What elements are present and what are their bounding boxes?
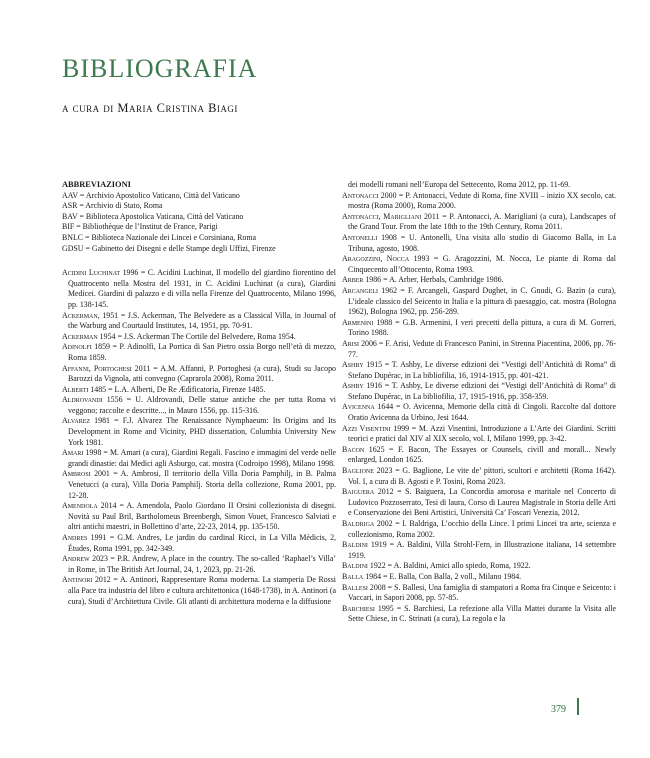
abbreviations-heading: ABBREVIAZIONI	[62, 180, 131, 189]
entry-key: Ackerman, 1951	[62, 310, 119, 320]
entry-key: Antonacci, Marigliani 2011	[342, 211, 440, 221]
bibliography-entry	[62, 385, 336, 396]
entry-text: = A. Arber, Herbals, Cambridge 1986.	[381, 275, 504, 285]
bibliography-entry	[342, 275, 616, 286]
entry-text: = U. Aldrovandi, Delle statue antiche che per tutta Roma vi veggono; raccolte e descritte..., in Mauro 1556, pp. 115-316.	[68, 395, 336, 415]
entry-key: Antonelli 1908	[342, 232, 397, 242]
entry-key: Ashby 1916	[342, 381, 383, 391]
entry-text: = S. Ballesi, Una famiglia di stampatori a Roma fra Cinque e Seicento: i Vaccari, in Sapori 2008, pp. 57-85.	[348, 582, 616, 603]
entry-text: = A. Antinori, Rappresentare Roma moderna. La stamperia De Rossi alla Pace tra industria del libro e cultura architettonica (1648-1738), in A. Antinori (a cura), Studi d’Architettura Civile. Gli atlanti di architettura moderna e la diffusione	[68, 575, 336, 606]
entry-text: = G. Aragozzini, M. Nocca, Le piante di Roma dal Cinquecento all’Ottocento, Roma 1993.	[348, 254, 616, 274]
entry-key: Andrew 2023	[62, 554, 108, 564]
left-column	[62, 180, 336, 607]
entry-key: Amari 1998	[62, 448, 102, 458]
entry-text: = S. Barchiesi, La refezione alla Villa Mattei durante la Visita alle Sette Chiese, in C. Strinati (a cura), La regola e la	[348, 603, 617, 624]
bibliography-entry	[342, 191, 616, 212]
entry-text: = F.J. Alvarez The Renaissance Nymphaeum: Its Origins and Its Development in Rome and Vicinity, PHD dissertation, Columbia University New York 1981.	[68, 416, 337, 447]
entry-text: = P.R. Andrew, A place in the country. The so-called ‘Raphael’s Villa’ in Rome, in The British Art Journal, 24, 1, 2023, pp. 21-26.	[68, 554, 336, 574]
entry-key: Armenini 1988	[342, 317, 393, 327]
entry-text: = G.B. Armenini, I veri precetti della pittura, a cura di M. Gorreri, Torino 1988.	[348, 317, 616, 338]
bibliography-entry	[62, 416, 336, 448]
entry-text: = C. Acidini Luchinat, Il modello del giardino fiorentino del Quattrocento nella Mostra del 1931, in C. Acidini Luchinat (a cura), Giardini Medicei. Giardini di palazzo e di villa nella Firenze del Quattrocento, Milano 1996, pp. 138-145.	[68, 268, 336, 309]
bibliography-entry	[342, 381, 616, 402]
section-gap	[62, 254, 336, 268]
bibliography-entry	[62, 501, 336, 533]
abbreviation-item: BIF = Bibliothèque de l’Institut de France, Parigi	[62, 222, 218, 232]
entry-key: Andres 1991	[62, 533, 107, 542]
entry-key: Adinolfi 1859	[62, 342, 110, 352]
entry-key: Balla 1984	[342, 571, 382, 581]
entry-text: = A. Ambrosi, Il territorio della Villa Doria Pamphilj, in B. Palma Venetucci (a cura), Villa Doria Pamphilj. Storia della collezione, Roma 2001, pp. 12-28.	[68, 469, 336, 500]
bibliography-entry	[62, 448, 336, 469]
entry-text: = O. Avicenna, Memorie della città di Cingoli. Raccolte dal dottore Oratio Avicenna da Urbino, Jesi 1644.	[348, 402, 616, 423]
bibliography-entry	[342, 318, 616, 339]
bibliography-entry	[342, 540, 616, 561]
bibliography-entry	[342, 519, 616, 540]
bibliography-entry	[342, 466, 616, 487]
bibliography-entry	[62, 268, 336, 310]
bibliography-entry	[342, 254, 616, 275]
bibliography-entry	[62, 575, 336, 607]
entry-key: Antonacci 2000	[342, 190, 397, 200]
entry-text: = G. Baglione, Le vite de’ pittori, scultori e architetti (Roma 1642). Vol. I, a cura di B. Agosti e P. Tosini, Roma 2023.	[348, 466, 616, 486]
entry-text: = L.A. Alberti, De Re Ædificatoria, Firenze 1485.	[106, 384, 266, 394]
bibliography-entry	[62, 364, 336, 385]
entry-text: = J.S. Ackerman The Cortile del Belvedere, Roma 1954.	[115, 331, 296, 341]
entry-key: Affanni, Portoghesi 2011	[62, 363, 151, 373]
entry-text: = A.M. Affanni, P. Portoghesi (a cura), Studi su Jacopo Barozzi da Vignola, atti convegno (Caprarola 2008), Roma 2011.	[68, 363, 336, 384]
entry-text: = T. Ashby, Le diverse edizioni dei “Vestigi dell’Antichità di Roma” di Stefano Dupérac, in La bibliofilia, 16, 1914-1915, pp. 401-421.	[348, 360, 616, 380]
page-number: 379	[551, 704, 566, 715]
entry-key: Acidini Luchinat 1996	[62, 268, 139, 278]
entry-text: = F. Arisi, Vedute di Francesco Panini, in Strenna Piacentina, 2006, pp. 76-77.	[348, 338, 616, 359]
entry-text: = P. Antonacci, Vedute di Roma, fine XVIII – inizio XX secolo, cat. mostra (Roma 2000), Roma 2000.	[348, 190, 616, 211]
entry-key: Antinori 2012	[62, 575, 111, 585]
entry-text: = F. Bacon, The Essayes or Counsels, civill and morall... Newly enlarged, London 1625.	[348, 444, 616, 465]
entry-key: Arisi 2006	[342, 338, 377, 348]
left-bibliography-list	[62, 268, 336, 607]
entry-key: Barchiesi 1995	[342, 603, 394, 613]
entry-text: = M. Amari (a cura), Giardini Regali. Fascino e immagini del verde nelle grandi dinastie: dai Medici agli Asburgo, cat. mostra (Codroipo 1998), Milano 1998.	[68, 448, 336, 468]
bibliography-entry	[342, 572, 616, 583]
page-title: BIBLIOGRAFIA	[62, 54, 258, 83]
bibliography-entry	[342, 180, 616, 191]
entry-text: = A. Baldini, Amici allo spiedo, Roma, 1922.	[385, 561, 531, 571]
bibliography-entry	[342, 561, 616, 572]
entry-text: = S. Baiguera, La Concordia amorosa e maritale nel Concerto di Ludovico Pozzoserrato, Tesi di laura, Corso di Laurea Magistrale in Storia delle Arti e Conservazione dei Beni Artistici, Università Ca’ Foscari Venezia, 2012.	[348, 487, 617, 518]
entry-text: = J.S. Ackerman, The Belvedere as a Classical Villa, in Journal of the Warburg and Courtauld Institutes, 14, 1951, pp. 70-91.	[68, 310, 336, 331]
entry-text: dei modelli romani nell’Europa del Settecento, Roma 2012, pp. 11-69.	[348, 180, 571, 189]
bibliography-entry	[62, 311, 336, 332]
bibliography-entry	[342, 445, 616, 466]
entry-key: Ballesi 2008	[342, 582, 386, 592]
entry-key: Amendola 2014	[62, 501, 117, 511]
page-number-rule	[577, 698, 579, 715]
entry-text: = P. Adinolfi, La Portica di San Pietro ossia Borgo nell’età di mezzo, Roma 1859.	[68, 342, 336, 362]
bibliography-entry	[62, 395, 336, 416]
bibliography-entry	[342, 360, 616, 381]
entry-text: = G.M. Andres, Le jardin du cardinal Ricci, in La Villa Médicis, 2, Études, Roma 1991, pp. 342-349.	[68, 533, 337, 553]
right-column	[342, 180, 616, 625]
bibliography-entry	[342, 583, 616, 604]
entry-key: Aragozzini, Nocca 1993	[342, 254, 430, 264]
entry-key: Arber 1986	[342, 275, 382, 285]
entry-text: = I. Baldriga, L’occhio della Lince. I primi Lincei tra arte, scienza e collezionismo, Roma 2002.	[348, 519, 617, 539]
entry-key: Avicenna 1644	[342, 402, 394, 412]
page-subtitle: a cura di Maria Cristina Biagi	[62, 101, 238, 115]
entry-text: = A. Amendola, Paolo Giordano II Orsini collezionista di disegni. Novità su Paul Bril, Bartholomeus Breenbergh, Simon Vouet, Francesco Salviati e altri antichi maestri, in Bollettino d’arte, 22-23, 2014, pp. 135-150.	[68, 501, 336, 532]
entry-text: = P. Antonacci, A. Marigliani (a cura), Landscapes of the Grand Tour. From the late 18th to the 19th Century, Roma 2011.	[348, 211, 616, 232]
bibliography-entry	[342, 212, 616, 233]
bibliography-entry	[62, 554, 336, 575]
bibliography-entry	[62, 533, 336, 554]
entry-key: Alberti 1485	[62, 384, 107, 394]
entry-key: Baiguera 2012	[342, 487, 394, 497]
abbreviation-item: GDSU = Gabinetto dei Disegni e delle Stampe degli Uffizi, Firenze	[62, 243, 276, 253]
abbreviation-item: BNLC = Biblioteca Nazionale dei Lincei e Corsiniana, Roma	[62, 232, 256, 242]
bibliography-entry	[342, 402, 616, 423]
entry-key: Aldrovandi 1556	[62, 395, 123, 405]
bibliography-entry	[342, 487, 616, 519]
bibliography-entry	[342, 424, 616, 445]
entry-text: = U. Antonelli, Una visita allo studio di Giacomo Balla, in La Tribuna, agosto, 1908.	[348, 232, 616, 253]
entry-key: Bacon 1625	[342, 444, 385, 454]
entry-text: = T. Ashby, Le diverse edizioni dei “Vestigi dell’Antichità di Roma” di Stefano Dupérac, in La bibliofilia, 17, 1915-1916, pp. 358-359.	[348, 381, 616, 401]
entry-key: Baldriga 2002	[342, 519, 393, 528]
entry-text: = F. Arcangeli, Gaspard Dughet, in C. Gnudi, G. Bazin (a cura), L’ideale classico del Seicento in Italia e la pittura di paesaggio, cat. mostra (Bologna 1962), Bologna 1962, pp. 256-289.	[348, 285, 616, 317]
abbreviation-item: AAV = Archivio Apostolico Vaticano, Città del Vaticano	[62, 190, 240, 200]
entry-key: Baldini 1922	[342, 561, 386, 571]
entry-text: = M. Azzi Visentini, Introduzione a L’Arte dei Giardini. Scritti teorici e pratici dal XIV al XIX secolo, vol. I, Milano 1999, pp. 3-42.	[348, 423, 617, 444]
bibliography-entry	[342, 233, 616, 254]
bibliography-entry	[342, 339, 616, 360]
abbreviation-item: ASR = Archivio di Stato, Roma	[62, 201, 163, 211]
abbreviations-block	[62, 180, 336, 254]
entry-key: Arcangeli 1962	[342, 285, 398, 295]
entry-key: Ashby 1915	[342, 360, 383, 370]
entry-key: Azzi Visentini 1999	[342, 423, 410, 433]
entry-key: Ambrosi 2001	[62, 469, 110, 479]
entry-key: Ackerman 1954	[62, 331, 116, 341]
bibliography-entry	[342, 604, 616, 625]
entry-text: = A. Baldini, Villa Strohl-Fern, in Illustrazione italiana, 14 settembre 1919.	[348, 540, 616, 560]
entry-key: Alvarez 1981	[62, 416, 110, 426]
entry-text: = E. Balla, Con Balla, 2 voll., Milano 1984.	[381, 571, 522, 581]
bibliography-entry	[62, 469, 336, 501]
entry-key: Baglione 2023	[342, 466, 393, 476]
bibliography-entry	[342, 286, 616, 318]
bibliography-entry	[62, 332, 336, 343]
abbreviation-item: BAV = Biblioteca Apostolica Vaticana, Città del Vaticano	[62, 211, 244, 221]
bibliography-entry	[62, 342, 336, 363]
right-bibliography-list	[342, 180, 616, 625]
entry-key: Baldini 1919	[342, 540, 387, 550]
